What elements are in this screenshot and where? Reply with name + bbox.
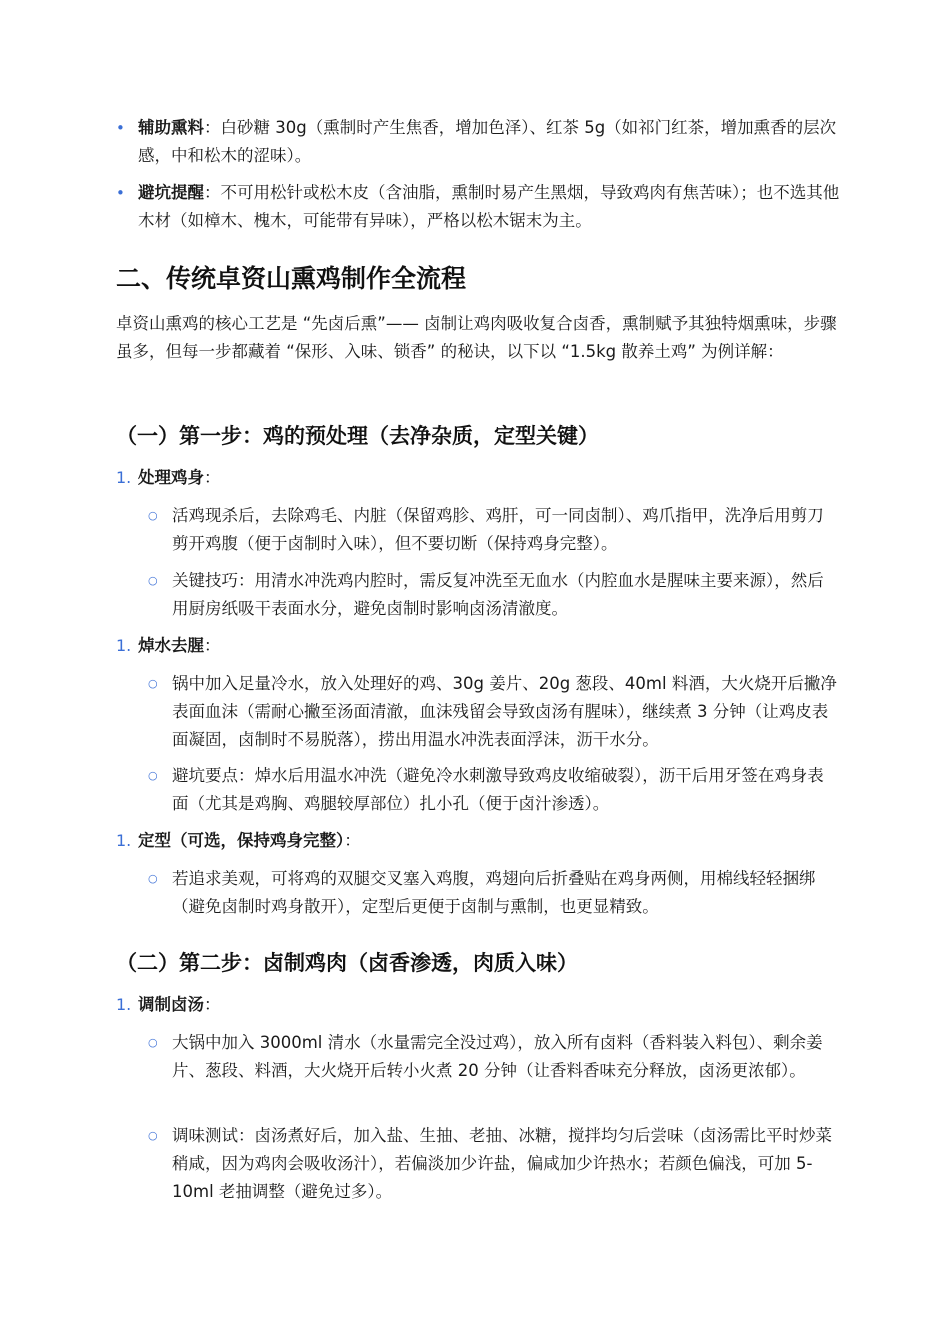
sub-item [116,865,840,921]
circle-bullet: ○ [148,509,158,522]
bullet-item [116,114,840,170]
bullet-title: 避坑提醒 [138,183,204,202]
subsection-heading: （二）第二步：卤制鸡肉（卤香渗透，肉质入味） [116,951,578,975]
item-title: 定型（可选，保持鸡身完整） [138,831,345,850]
item-number: 1. [116,995,132,1014]
section-intro: 卓资山熏鸡的核心工艺是 “先卤后熏”—— 卤制让鸡肉吸收复合卤香，熏制赋予其独特烟熏味，步骤虽多，但每一步都藏着 “保形、入味、锁香” 的秘诀，以下以 “1.5kg 散养土鸡” 为例详解： [116,314,837,361]
item-title: 处理鸡身 [138,468,204,487]
bullet-text: ：不可用松针或松木皮（含油脂，熏制时易产生黑烟，导致鸡肉有焦苦味）；也不选其他木材（如樟木、槐木，可能带有异味），严格以松木锯末为主。 [138,183,840,230]
section-heading: 二、传统卓资山熏鸡制作全流程 [116,264,467,293]
bullet-dot: • [116,119,125,137]
bullet-title: 辅助熏料 [138,118,204,137]
circle-bullet: ○ [148,769,158,782]
item-title: 调制卤汤 [138,995,204,1014]
sub-item-text: 大锅中加入 3000ml 清水（水量需完全没过鸡），放入所有卤料（香料装入料包）、剩余姜片、葱段、料酒，大火烧开后转小火煮 20 分钟（让香料香味充分释放，卤汤更浓郁）。 [172,1033,823,1080]
sub-item [116,762,840,818]
circle-bullet: ○ [148,677,158,690]
item-number: 1. [116,636,132,655]
item-colon: ： [204,636,221,655]
sub-item [116,1029,840,1085]
subsection-heading: （一）第一步：鸡的预处理（去净杂质，定型关键） [116,424,599,448]
item-colon: ： [204,995,221,1014]
bullet-dot: • [116,184,125,202]
bullet-item [116,179,840,235]
item-number: 1. [116,468,132,487]
circle-bullet: ○ [148,574,158,587]
circle-bullet: ○ [148,1129,158,1142]
numbered-item [116,991,840,1019]
sub-item-text: 关键技巧：用清水冲洗鸡内腔时，需反复冲洗至无血水（内腔血水是腥味主要来源），然后用厨房纸吸干表面水分，避免卤制时影响卤汤清澈度。 [172,571,824,618]
circle-bullet: ○ [148,1036,158,1049]
sub-item-text: 活鸡现杀后，去除鸡毛、内脏（保留鸡胗、鸡肝，可一同卤制）、鸡爪指甲，洗净后用剪刀剪开鸡腹（便于卤制时入味），但不要切断（保持鸡身完整）。 [172,506,824,553]
circle-bullet: ○ [148,872,158,885]
bullet-text: ：白砂糖 30g（熏制时产生焦香，增加色泽）、红茶 5g（如祁门红茶，增加熏香的层次感，中和松木的涩味）。 [138,118,837,165]
sub-item [116,1122,840,1206]
sub-item-text: 锅中加入足量冷水，放入处理好的鸡、30g 姜片、20g 葱段、40ml 料酒，大火烧开后撇净表面血沫（需耐心撇至汤面清澈，血沫残留会导致卤汤有腥味），继续煮 3 分钟（让鸡皮表面凝固，卤制时不易脱落），捞出用温水冲洗表面浮沫，沥干水分。 [172,674,837,749]
sub-item [116,567,840,623]
sub-item-text: 若追求美观，可将鸡的双腿交叉塞入鸡腹，鸡翅向后折叠贴在鸡身两侧，用棉线轻轻捆绑（避免卤制时鸡身散开），定型后更便于卤制与熏制，也更显精致。 [172,869,816,916]
sub-item-text: 避坑要点：焯水后用温水冲洗（避免冷水刺激导致鸡皮收缩破裂），沥干后用牙签在鸡身表面（尤其是鸡胸、鸡腿较厚部位）扎小孔（便于卤汁渗透）。 [172,766,824,813]
numbered-item [116,632,840,660]
item-colon: ： [204,468,221,487]
item-title: 焯水去腥 [138,636,204,655]
numbered-item [116,464,840,492]
numbered-item [116,827,840,855]
item-number: 1. [116,831,132,850]
sub-item-text: 调味测试：卤汤煮好后，加入盐、生抽、老抽、冰糖，搅拌均匀后尝味（卤汤需比平时炒菜稍咸，因为鸡肉会吸收汤汁），若偏淡加少许盐，偏咸加少许热水；若颜色偏浅，可加 5-10ml 老抽调整（避免过多）。 [172,1126,832,1201]
sub-item [116,670,840,754]
item-colon: ： [344,831,361,850]
sub-item [116,502,840,558]
